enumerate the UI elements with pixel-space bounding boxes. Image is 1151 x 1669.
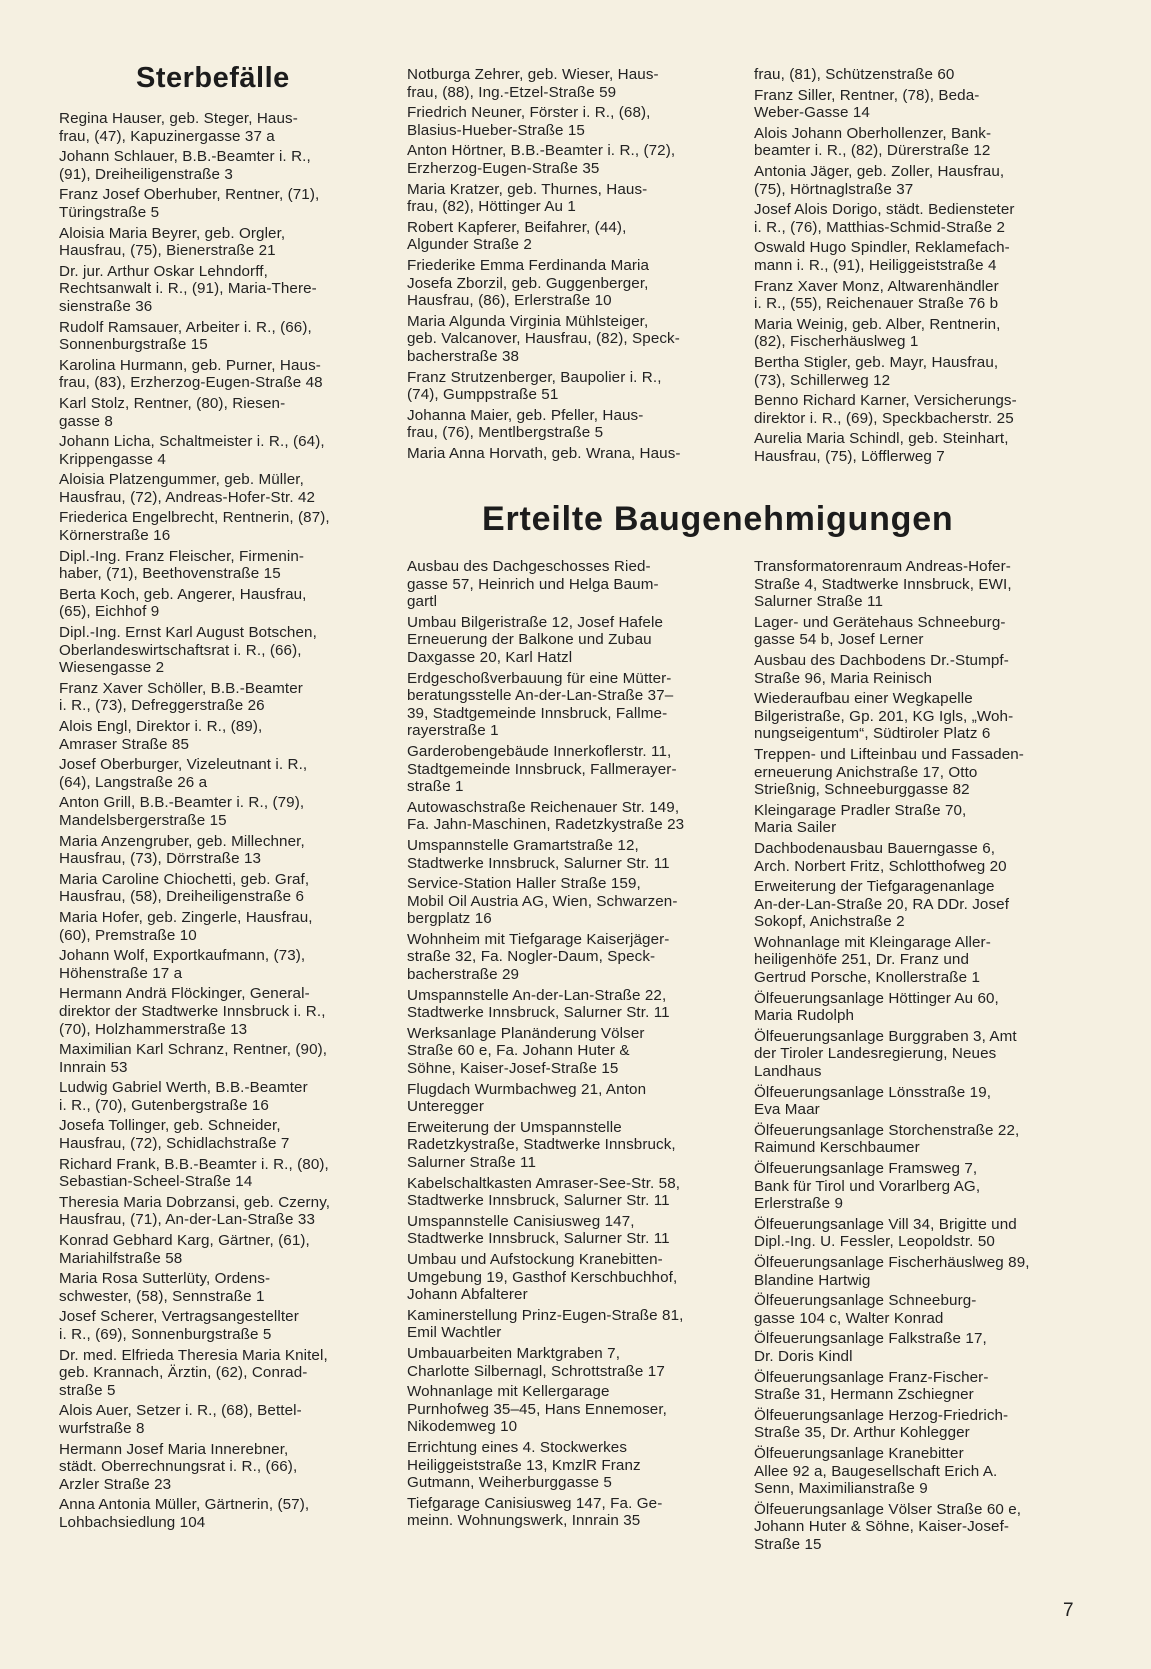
list-item: Anton Grill, B.B.-Beamter i. R., (79), Mandelsbergerstraße 15 (59, 794, 305, 829)
list-item: Johann Wolf, Exportkaufmann, (73), Höhenstraße 17 a (59, 947, 306, 982)
list-item: Berta Koch, geb. Angerer, Hausfrau, (65), Eichhof 9 (59, 585, 307, 621)
list-item: Rudolf Ramsauer, Arbeiter i. R., (66), Sonnenburgstraße 15 (59, 318, 312, 354)
list-item: Maria Algunda Virginia Mühlsteiger, geb. Valcanover, Hausfrau, (82), Speck- bacherstraße 38 (407, 312, 680, 365)
list-item: Wohnanlage mit Kellergarage Purnhofweg 35–45, Hans Ennemoser, Nikodemweg 10 (407, 1383, 667, 1436)
list-item: Johanna Maier, geb. Pfeller, Haus- frau, (76), Mentlbergstraße 5 (407, 406, 644, 442)
list-item: Robert Kapferer, Beifahrer, (44), Algunder Straße 2 (407, 218, 627, 254)
list-item: Franz Josef Oberhuber, Rentner, (71), Türingstraße 5 (59, 186, 320, 221)
list-item: Maria Anzengruber, geb. Millechner, Hausfrau, (73), Dörrstraße 13 (59, 832, 305, 868)
list-item: Kabelschaltkasten Amraser-See-Str. 58, Stadtwerke Innsbruck, Salurner Str. 11 (407, 1174, 681, 1210)
list-item: Josef Scherer, Vertragsangestellter i. R., (69), Sonnenburgstraße 5 (59, 1308, 299, 1343)
list-item: Erdgeschoßverbauung für eine Mütter- beratungsstelle An-der-Lan-Straße 37– 39, Stadtgemeinde Innsbruck, Fallme- rayerstraße 1 (407, 669, 674, 740)
list-item: Maria Caroline Chiochetti, geb. Graf, Hausfrau, (58), Dreiheiligenstraße 6 (59, 870, 310, 906)
list-item: Ölfeuerungsanlage Höttinger Au 60, Maria Rudolph (754, 989, 999, 1025)
list-item: Lager- und Gerätehaus Schneeburg- gasse 54 b, Josef Lerner (754, 613, 1006, 649)
list-item: Johann Licha, Schaltmeister i. R., (64), Krippengasse 4 (59, 433, 325, 468)
list-item: Erweiterung der Umspannstelle Radetzkystraße, Stadtwerke Innsbruck, Salurner Straße 11 (407, 1118, 676, 1171)
list-item: Josefa Tollinger, geb. Schneider, Hausfrau, (72), Schidlachstraße 7 (59, 1117, 290, 1153)
list-item: Ölfeuerungsanlage Herzog-Friedrich- Straße 35, Dr. Arthur Kohlegger (754, 1406, 1009, 1442)
list-item: Friederica Engelbrecht, Rentnerin, (87), Körnerstraße 16 (59, 509, 330, 545)
list-item: Ludwig Gabriel Werth, B.B.-Beamter i. R., (70), Gutenbergstraße 16 (59, 1079, 308, 1114)
list-item: Wohnanlage mit Kleingarage Aller- heiligenhöfe 251, Dr. Franz und Gertrud Porsche, Knollerstraße 1 (754, 933, 991, 987)
list-item: Bertha Stigler, geb. Mayr, Hausfrau, (73), Schillerweg 12 (754, 353, 999, 389)
list-item: Ölfeuerungsanlage Falkstraße 17, Dr. Doris Kindl (754, 1330, 987, 1365)
list-item: Ölfeuerungsanlage Völser Straße 60 e, Johann Huter & Söhne, Kaiser-Josef- Straße 15 (754, 1500, 1022, 1553)
baugenehmigungen-heading: Erteilte Baugenehmigungen (482, 500, 954, 538)
list-item: Karl Stolz, Rentner, (80), Riesen- gasse 8 (59, 394, 286, 430)
page-number: 7 (1063, 1600, 1074, 1621)
list-item: Theresia Maria Dobrzansi, geb. Czerny, Hausfrau, (71), An-der-Lan-Straße 33 (59, 1193, 331, 1229)
list-item: Ausbau des Dachgeschosses Ried- gasse 57, Heinrich und Helga Baum- gartl (407, 558, 659, 611)
list-item: Umspannstelle An-der-Lan-Straße 22, Stadtwerke Innsbruck, Salurner Str. 11 (407, 986, 670, 1022)
list-item: Franz Siller, Rentner, (78), Beda- Weber-Gasse 14 (754, 86, 980, 122)
sterbefaelle-column-2 (407, 66, 727, 465)
list-item: Maria Hofer, geb. Zingerle, Hausfrau, (60), Premstraße 10 (59, 908, 313, 944)
list-item: Kleingarage Pradler Straße 70, Maria Sailer (754, 801, 967, 837)
list-item: Regina Hauser, geb. Steger, Haus- frau, (47), Kapuzinergasse 37 a (59, 110, 298, 145)
list-item: Service-Station Haller Straße 159, Mobil Oil Austria AG, Wien, Schwarzen- bergplatz 16 (407, 875, 678, 928)
list-item: Garderobengebäude Innerkoflerstr. 11, Stadtgemeinde Innsbruck, Fallmerayer- straße 1 (407, 742, 677, 796)
list-item: Dr. jur. Arthur Oskar Lehndorff, Rechtsanwalt i. R., (91), Maria-There- sienstraße 36 (59, 262, 317, 315)
list-item: Oswald Hugo Spindler, Reklamefach- mann i. R., (91), Heiliggeiststraße 4 (754, 239, 1010, 274)
list-item: Kaminerstellung Prinz-Eugen-Straße 81, Emil Wachtler (407, 1306, 684, 1342)
list-item: Dipl.-Ing. Franz Fleischer, Firmenin- haber, (71), Beethovenstraße 15 (59, 547, 305, 583)
list-item: Friederike Emma Ferdinanda Maria Josefa Zborzil, geb. Guggenberger, Hausfrau, (86), Erlerstraße 10 (407, 256, 650, 310)
list-item: Ausbau des Dachbodens Dr.-Stumpf- Straße 96, Maria Reinisch (754, 651, 1009, 687)
list-item: Wiederaufbau einer Wegkapelle Bilgeristraße, Gp. 201, KG Igls, „Woh- nungseigentum“, Südtiroler Platz 6 (754, 690, 1014, 743)
list-item: Umspannstelle Canisiusweg 147, Stadtwerke Innsbruck, Salurner Str. 11 (407, 1212, 670, 1248)
sterbefaelle-column-1 (59, 110, 379, 1535)
list-item: Benno Richard Karner, Versicherungs- direktor i. R., (69), Speckbacherstr. 25 (754, 392, 1017, 427)
list-item: Konrad Gebhard Karg, Gärtner, (61), Mariahilfstraße 58 (59, 1232, 310, 1267)
list-item: Maximilian Karl Schranz, Rentner, (90), Innrain 53 (59, 1041, 328, 1076)
list-item: Transformatorenraum Andreas-Hofer- Straße 4, Stadtwerke Innsbruck, EWI, Salurner Straße 11 (754, 558, 1012, 611)
list-item: Josef Alois Dorigo, städt. Bediensteter i. R., (76), Matthias-Schmid-Straße 2 (754, 201, 1015, 236)
list-item: Aurelia Maria Schindl, geb. Steinhart, Hausfrau, (75), Löfflerweg 7 (754, 430, 1009, 465)
list-item: Franz Strutzenberger, Baupolier i. R., (74), Gumppstraße 51 (407, 368, 662, 404)
list-item: Erweiterung der Tiefgaragenanlage An-der-Lan-Straße 20, RA DDr. Josef Sokopf, Anichstraße 2 (754, 878, 1010, 931)
list-item: Umbau Bilgeristraße 12, Josef Hafele Erneuerung der Balkone und Zubau Daxgasse 20, Karl Hatzl (407, 613, 663, 666)
list-item: Werksanlage Planänderung Völser Straße 60 e, Fa. Johann Huter & Söhne, Kaiser-Josef-Straße 15 (407, 1024, 645, 1078)
list-item: Maria Rosa Sutterlüty, Ordens- schwester, (58), Sennstraße 1 (59, 1270, 271, 1305)
list-item: Hermann Josef Maria Innerebner, städt. Oberrechnungsrat i. R., (66), Arzler Straße 23 (59, 1440, 298, 1493)
list-item: Ölfeuerungsanlage Burggraben 3, Amt der Tiroler Landesregierung, Neues Landhaus (754, 1027, 1017, 1081)
sterbefaelle-column-3 (754, 66, 1074, 468)
list-item: Dipl.-Ing. Ernst Karl August Botschen, Oberlandeswirtschaftsrat i. R., (66), Wiesengasse 2 (59, 624, 317, 677)
list-item: Dachbodenausbau Bauerngasse 6, Arch. Norbert Fritz, Schlotthofweg 20 (754, 839, 1007, 875)
list-item: Franz Xaver Monz, Altwarenhändler i. R., (55), Reichenauer Straße 76 b (754, 277, 999, 313)
list-item: Ölfeuerungsanlage Lönsstraße 19, Eva Maar (754, 1083, 992, 1119)
baugenehmigungen-column-2 (754, 558, 1084, 1556)
list-item: Autowaschstraße Reichenauer Str. 149, Fa. Jahn-Maschinen, Radetzkystraße 23 (407, 798, 685, 834)
list-item: Umbau und Aufstockung Kranebitten- Umgebung 19, Gasthof Kerschbuchhof, Johann Abfalterer (407, 1250, 678, 1304)
list-item: Maria Anna Horvath, geb. Wrana, Haus- (407, 444, 681, 462)
list-item: Ölfeuerungsanlage Fischerhäuslweg 89, Blandine Hartwig (754, 1253, 1030, 1289)
list-item: Ölfeuerungsanlage Franz-Fischer- Straße 31, Hermann Zschiegner (754, 1368, 989, 1404)
list-item: Dr. med. Elfrieda Theresia Maria Knitel, geb. Krannach, Ärztin, (62), Conrad- straße 5 (59, 1346, 328, 1399)
list-item: Flugdach Wurmbachweg 21, Anton Unteregger (407, 1080, 647, 1116)
list-item: Johann Schlauer, B.B.-Beamter i. R., (91), Dreiheiligenstraße 3 (59, 148, 311, 183)
sterbefaelle-heading: Sterbefälle (136, 62, 290, 94)
list-item: frau, (81), Schützenstraße 60 (754, 66, 955, 83)
list-item: Alois Engl, Direktor i. R., (89), Amraser Straße 85 (59, 718, 263, 753)
list-item: Wohnheim mit Tiefgarage Kaiserjäger- straße 32, Fa. Nogler-Daum, Speck- bacherstraße 29 (407, 930, 670, 984)
list-item: Aloisia Maria Beyrer, geb. Orgler, Hausfrau, (75), Bienerstraße 21 (59, 224, 286, 260)
list-item: Alois Auer, Setzer i. R., (68), Bettel- wurfstraße 8 (59, 1402, 302, 1437)
list-item: Ölfeuerungsanlage Schneeburg- gasse 104 c, Walter Konrad (754, 1292, 977, 1327)
list-item: Karolina Hurmann, geb. Purner, Haus- frau, (83), Erzherzog-Eugen-Straße 48 (59, 356, 323, 392)
list-item: Richard Frank, B.B.-Beamter i. R., (80), Sebastian-Scheel-Straße 14 (59, 1155, 329, 1191)
list-item: Umspannstelle Gramartstraße 12, Stadtwerke Innsbruck, Salurner Str. 11 (407, 836, 670, 872)
list-item: Anna Antonia Müller, Gärtnerin, (57), Lohbachsiedlung 104 (59, 1496, 310, 1531)
list-item: Alois Johann Oberhollenzer, Bank- beamter i. R., (82), Dürerstraße 12 (754, 124, 992, 160)
list-item: Ölfeuerungsanlage Kranebitter Allee 92 a, Baugesellschaft Erich A. Senn, Maximilianstraße 9 (754, 1444, 998, 1498)
list-item: Franz Xaver Schöller, B.B.-Beamter i. R., (73), Defreggerstraße 26 (59, 679, 303, 715)
list-item: Antonia Jäger, geb. Zoller, Hausfrau, (75), Hörtnaglstraße 37 (754, 162, 1005, 198)
list-item: Anton Hörtner, B.B.-Beamter i. R., (72), Erzherzog-Eugen-Straße 35 (407, 142, 676, 177)
list-item: Josef Oberburger, Vizeleutnant i. R., (64), Langstraße 26 a (59, 756, 308, 791)
list-item: Treppen- und Lifteinbau und Fassaden- erneuerung Anichstraße 17, Otto Strießnig, Schneeburggasse 82 (754, 745, 1024, 799)
list-item: Maria Weinig, geb. Alber, Rentnerin, (82), Fischerhäuslweg 1 (754, 315, 1001, 351)
list-item: Umbauarbeiten Marktgraben 7, Charlotte Silbernagl, Schrottstraße 17 (407, 1344, 665, 1380)
list-item: Friedrich Neuner, Förster i. R., (68), Blasius-Hueber-Straße 15 (407, 104, 651, 139)
list-item: Notburga Zehrer, geb. Wieser, Haus- frau, (88), Ing.-Etzel-Straße 59 (407, 66, 659, 101)
list-item: Ölfeuerungsanlage Vill 34, Brigitte und Dipl.-Ing. U. Fessler, Leopoldstr. 50 (754, 1215, 1017, 1251)
list-item: Errichtung eines 4. Stockwerkes Heiliggeiststraße 13, KmzlR Franz Gutmann, Weiherburggasse 5 (407, 1438, 641, 1492)
list-item: Tiefgarage Canisiusweg 147, Fa. Ge- meinn. Wohnungswerk, Innrain 35 (407, 1494, 663, 1530)
list-item: Hermann Andrä Flöckinger, General- direktor der Stadtwerke Innsbruck i. R., (70), Holzhammerstraße 13 (59, 985, 326, 1038)
list-item: Maria Kratzer, geb. Thurnes, Haus- frau, (82), Höttinger Au 1 (407, 180, 648, 216)
list-item: Ölfeuerungsanlage Framsweg 7, Bank für Tirol und Vorarlberg AG, Erlerstraße 9 (754, 1160, 981, 1213)
list-item: Ölfeuerungsanlage Storchenstraße 22, Raimund Kerschbaumer (754, 1121, 1020, 1157)
baugenehmigungen-column-1 (407, 558, 727, 1533)
list-item: Aloisia Platzengummer, geb. Müller, Hausfrau, (72), Andreas-Hofer-Str. 42 (59, 471, 316, 506)
